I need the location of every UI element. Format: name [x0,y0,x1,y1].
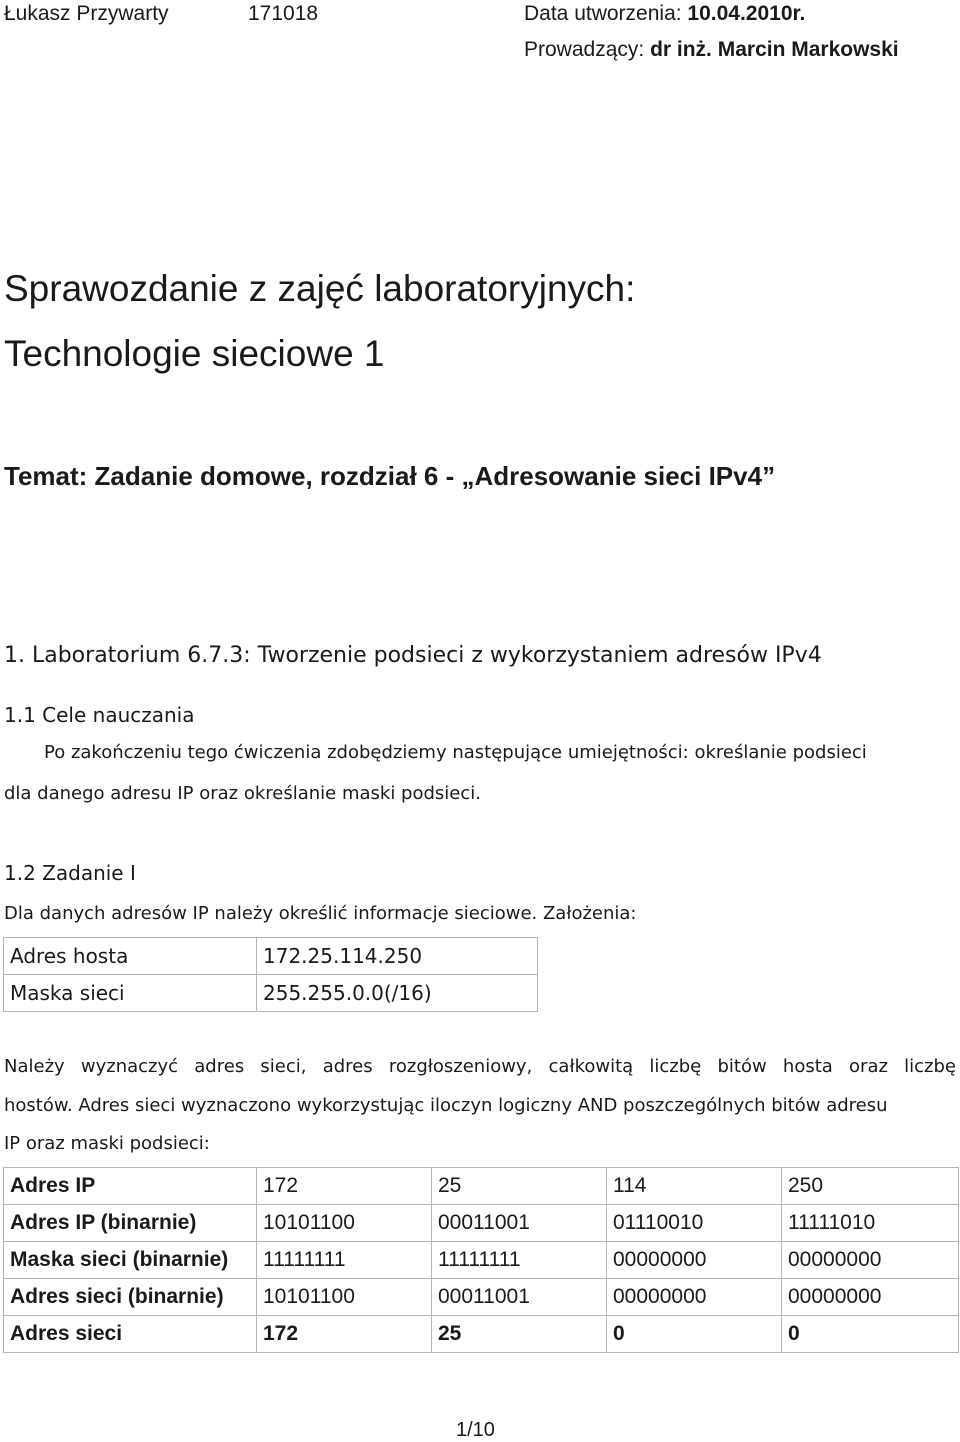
octet-cell: 00000000 [607,1279,782,1316]
octet-cell: 172 [257,1168,432,1205]
report-title-line2: Technologie sieciowe 1 [4,333,385,374]
octet-cell: 114 [607,1168,782,1205]
octet-cell: 00000000 [782,1242,959,1279]
report-topic: Temat: Zadanie domowe, rozdział 6 - „Adresowanie sieci IPv4” [4,461,776,491]
table-row [4,1316,959,1353]
octet-cell: 25 [432,1168,607,1205]
octet-cell: 00000000 [782,1279,959,1316]
row-label: Adres IP (binarnie) [4,1205,257,1242]
task-heading: 1.2 Zadanie I [4,861,136,885]
octet-cell: 01110010 [607,1205,782,1242]
table-row [4,938,538,975]
octet-cell: 10101100 [257,1279,432,1316]
octet-cell: 11111111 [257,1242,432,1279]
assumption-value: 255.255.0.0(/16) [257,975,538,1012]
octet-cell: 0 [607,1316,782,1353]
octet-cell: 250 [782,1168,959,1205]
instructor-label: Prowadzący: [524,38,651,61]
assumptions-table [3,937,538,1012]
instructions-line3: IP oraz maski podsieci: [4,1133,210,1154]
task-intro: Dla danych adresów IP należy określić informacje sieciowe. Założenia: [4,903,637,924]
octet-cell: 10101100 [257,1205,432,1242]
calculation-table [3,1167,959,1353]
instructions-line1: Należy wyznaczyć adres sieci, adres rozgłoszeniowy, całkowitą liczbę bitów hosta oraz liczbę [4,1056,956,1077]
octet-cell: 00000000 [607,1242,782,1279]
instructor-value: dr inż. Marcin Markowski [650,38,899,61]
page-number: 1/10 [456,1419,495,1441]
author-name: Łukasz Przywarty [4,2,169,25]
octet-cell: 25 [432,1316,607,1353]
table-row [4,1279,959,1316]
student-id: 171018 [248,2,319,25]
report-title-line1: Sprawozdanie z zajęć laboratoryjnych: [4,268,636,309]
assumption-value: 172.25.114.250 [257,938,538,975]
row-label: Adres IP [4,1168,257,1205]
instructions-line2: hostów. Adres sieci wyznaczono wykorzystując iloczyn logiczny AND poszczególnych bitów adresu [4,1095,888,1116]
table-row [4,1168,959,1205]
table-row [4,975,538,1012]
octet-cell: 11111010 [782,1205,959,1242]
octet-cell: 0 [782,1316,959,1353]
goals-text-line2: dla danego adresu IP oraz określanie maski podsieci. [4,783,481,804]
table-row [4,1242,959,1279]
assumption-label: Maska sieci [4,975,257,1012]
goals-heading: 1.1 Cele nauczania [4,703,195,727]
octet-cell: 00011001 [432,1205,607,1242]
octet-cell: 00011001 [432,1279,607,1316]
octet-cell: 172 [257,1316,432,1353]
section-heading: 1. Laboratorium 6.7.3: Tworzenie podsieci z wykorzystaniem adresów IPv4 [4,643,822,668]
created-label: Data utworzenia: [524,2,688,25]
row-label: Maska sieci (binarnie) [4,1242,257,1279]
table-row [4,1205,959,1242]
row-label: Adres sieci (binarnie) [4,1279,257,1316]
created-date [524,2,805,26]
row-label: Adres sieci [4,1316,257,1353]
octet-cell: 11111111 [432,1242,607,1279]
assumption-label: Adres hosta [4,938,257,975]
goals-text-line1: Po zakończeniu tego ćwiczenia zdobędziemy następujące umiejętności: określanie podsieci [44,742,867,763]
instructor [524,38,899,62]
created-value: 10.04.2010r. [687,2,806,25]
